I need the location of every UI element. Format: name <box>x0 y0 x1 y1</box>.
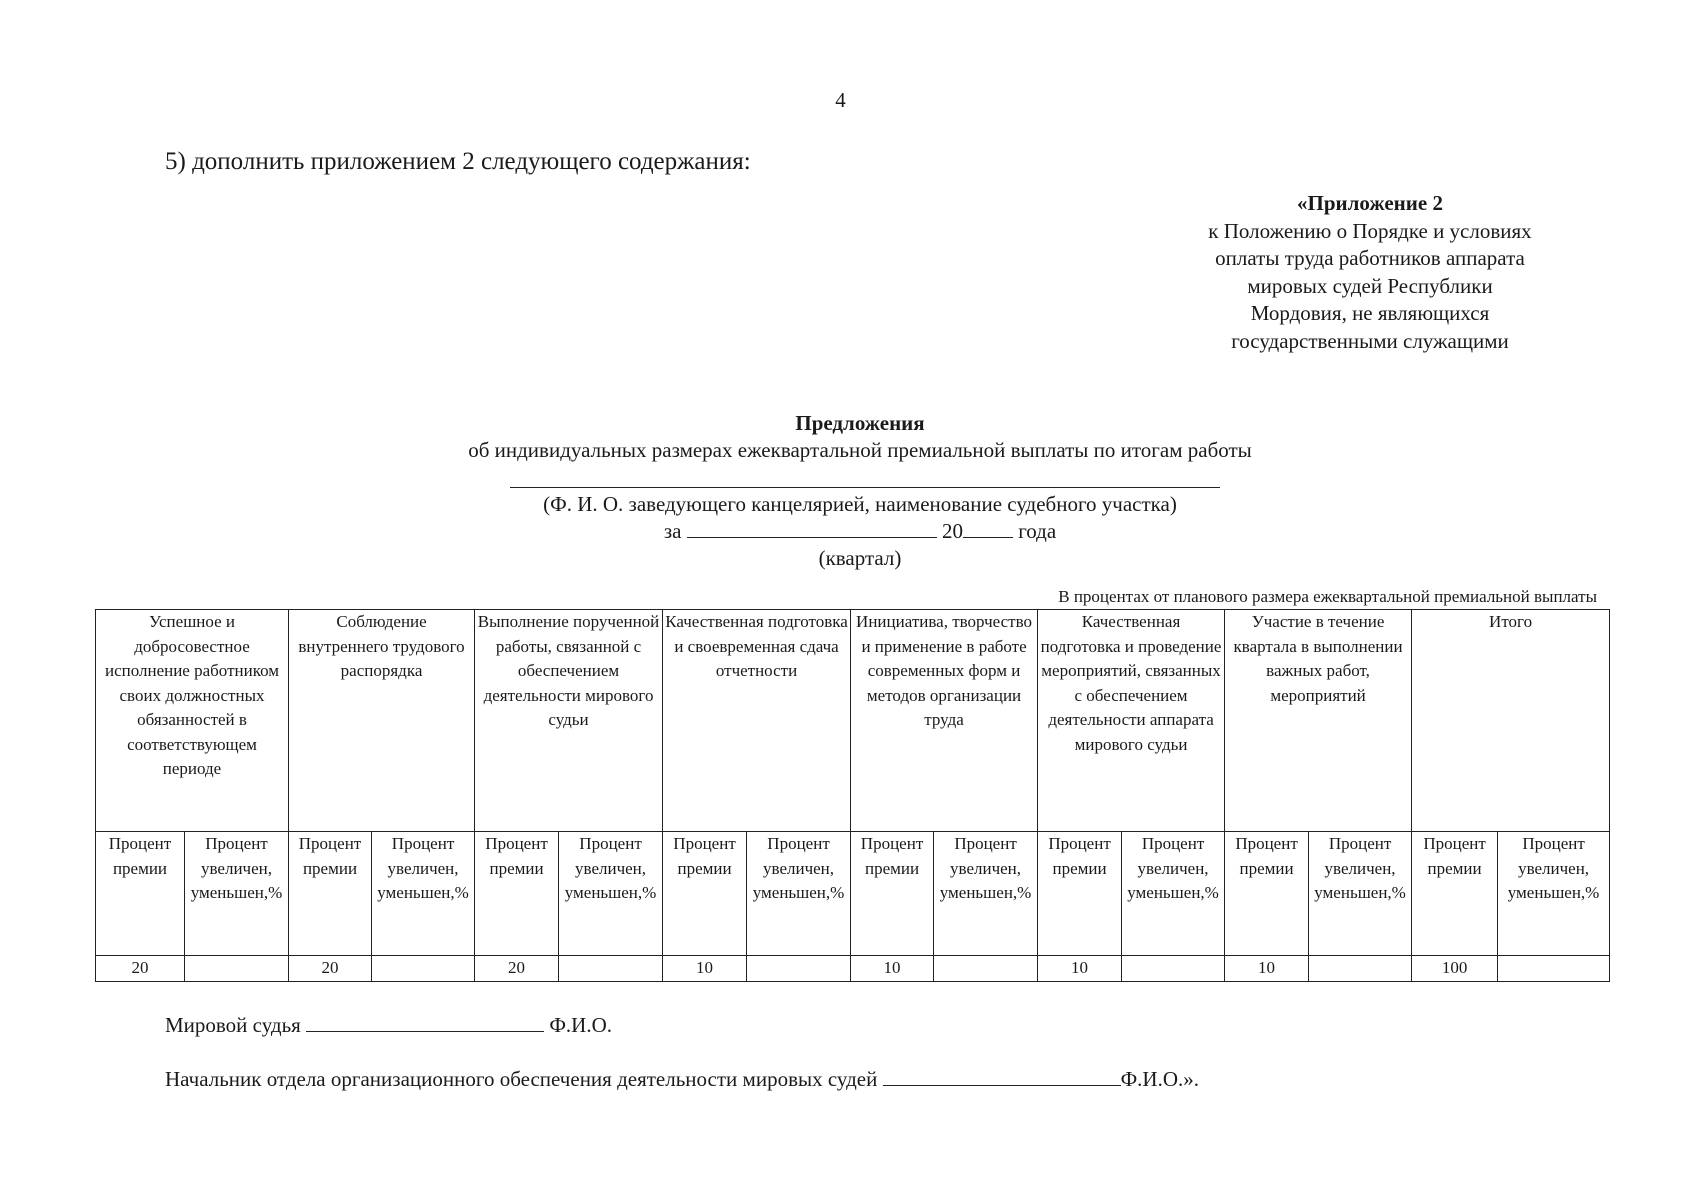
sub-header-percent: Процент премии <box>96 832 185 956</box>
appendix-line: государственными служащими <box>1231 328 1509 353</box>
sub-header-change: Процент увеличен, уменьшен,% <box>1122 832 1225 956</box>
sub-header-change: Процент увеличен, уменьшен,% <box>372 832 475 956</box>
sub-header-percent: Процент премии <box>1038 832 1122 956</box>
value-cell: 10 <box>1038 956 1122 982</box>
judge-fio: Ф.И.О. <box>549 1013 612 1037</box>
premium-table <box>95 609 1610 982</box>
group-header: Успешное и добросовестное исполнение работником своих должностных обязанностей в соответствующем периоде <box>96 610 289 832</box>
group-header: Качественная подготовка и своевременная сдача отчетности <box>663 610 851 832</box>
period-prefix: за <box>663 519 682 543</box>
judge-label: Мировой судья <box>165 1013 301 1037</box>
head-signature-blank <box>883 1067 1121 1086</box>
value-cell: 10 <box>663 956 747 982</box>
sub-header-change: Процент увеличен, уменьшен,% <box>1498 832 1610 956</box>
value-cell: 100 <box>1412 956 1498 982</box>
value-cell: 20 <box>96 956 185 982</box>
quarter-blank <box>687 519 937 538</box>
table-subheader-row <box>96 832 1610 956</box>
sub-header-percent: Процент премии <box>289 832 372 956</box>
heading-block <box>0 410 1681 464</box>
group-header: Качественная подготовка и проведение мероприятий, связанных с обеспечением деятельности аппарата мирового судьи <box>1038 610 1225 832</box>
value-cell <box>934 956 1038 982</box>
sub-header-percent: Процент премии <box>851 832 934 956</box>
lead-text: 5) дополнить приложением 2 следующего содержания: <box>165 148 751 175</box>
appendix-line: мировых судей Республики <box>1247 273 1493 298</box>
fio-blank-line <box>510 487 1220 488</box>
appendix-line: к Положению о Порядке и условиях <box>1208 218 1532 243</box>
group-header: Инициатива, творчество и применение в работе современных форм и методов организации труда <box>851 610 1038 832</box>
value-cell <box>747 956 851 982</box>
appendix-line: Мордовия, не являющихся <box>1250 301 1490 325</box>
page-number: 4 <box>835 88 846 112</box>
table-header-row <box>96 610 1610 832</box>
value-cell: 10 <box>1225 956 1309 982</box>
sub-header-percent: Процент премии <box>475 832 559 956</box>
table-row <box>96 956 1610 982</box>
sub-header-change: Процент увеличен, уменьшен,% <box>934 832 1038 956</box>
appendix-block <box>1160 190 1580 355</box>
units-note: В процентах от планового размера ежеквартальной премиальной выплаты <box>1058 587 1597 606</box>
group-header: Выполнение порученной работы, связанной с обеспечением деятельности мирового судьи <box>475 610 663 832</box>
sub-header-change: Процент увеличен, уменьшен,% <box>747 832 851 956</box>
group-header: Участие в течение квартала в выполнении важных работ, мероприятий <box>1225 610 1412 832</box>
sub-header-percent: Процент премии <box>1412 832 1498 956</box>
group-header: Итого <box>1412 610 1610 832</box>
sub-header-change: Процент увеличен, уменьшен,% <box>185 832 289 956</box>
value-cell <box>559 956 663 982</box>
fio-caption: (Ф. И. О. заведующего канцелярией, наименование судебного участка) <box>543 492 1177 516</box>
value-cell <box>1122 956 1225 982</box>
value-cell <box>372 956 475 982</box>
period-line <box>0 519 1681 544</box>
head-signature-line <box>165 1067 1199 1092</box>
head-label: Начальник отдела организационного обеспечения деятельности мировых судей <box>165 1067 878 1091</box>
appendix-line: оплаты труда работников аппарата <box>1215 246 1525 270</box>
value-cell <box>1498 956 1610 982</box>
judge-signature-blank <box>306 1013 544 1032</box>
year-blank <box>963 519 1013 538</box>
sub-header-percent: Процент премии <box>663 832 747 956</box>
group-header: Соблюдение внутреннего трудового распорядка <box>289 610 475 832</box>
value-cell: 20 <box>475 956 559 982</box>
heading-title: Предложения <box>795 411 925 435</box>
value-cell: 20 <box>289 956 372 982</box>
head-fio: Ф.И.О.». <box>1120 1067 1199 1091</box>
period-year: 20 <box>941 519 963 543</box>
value-cell: 10 <box>851 956 934 982</box>
sub-header-change: Процент увеличен, уменьшен,% <box>559 832 663 956</box>
period-suffix: года <box>1018 519 1057 543</box>
appendix-title: «Приложение 2 <box>1297 191 1443 215</box>
judge-signature-line <box>165 1013 612 1038</box>
sub-header-change: Процент увеличен, уменьшен,% <box>1309 832 1412 956</box>
sub-header-percent: Процент премии <box>1225 832 1309 956</box>
value-cell <box>1309 956 1412 982</box>
heading-subtitle: об индивидуальных размерах ежеквартальной премиальной выплаты по итогам работы <box>468 438 1252 462</box>
value-cell <box>185 956 289 982</box>
quarter-caption: (квартал) <box>818 546 902 570</box>
